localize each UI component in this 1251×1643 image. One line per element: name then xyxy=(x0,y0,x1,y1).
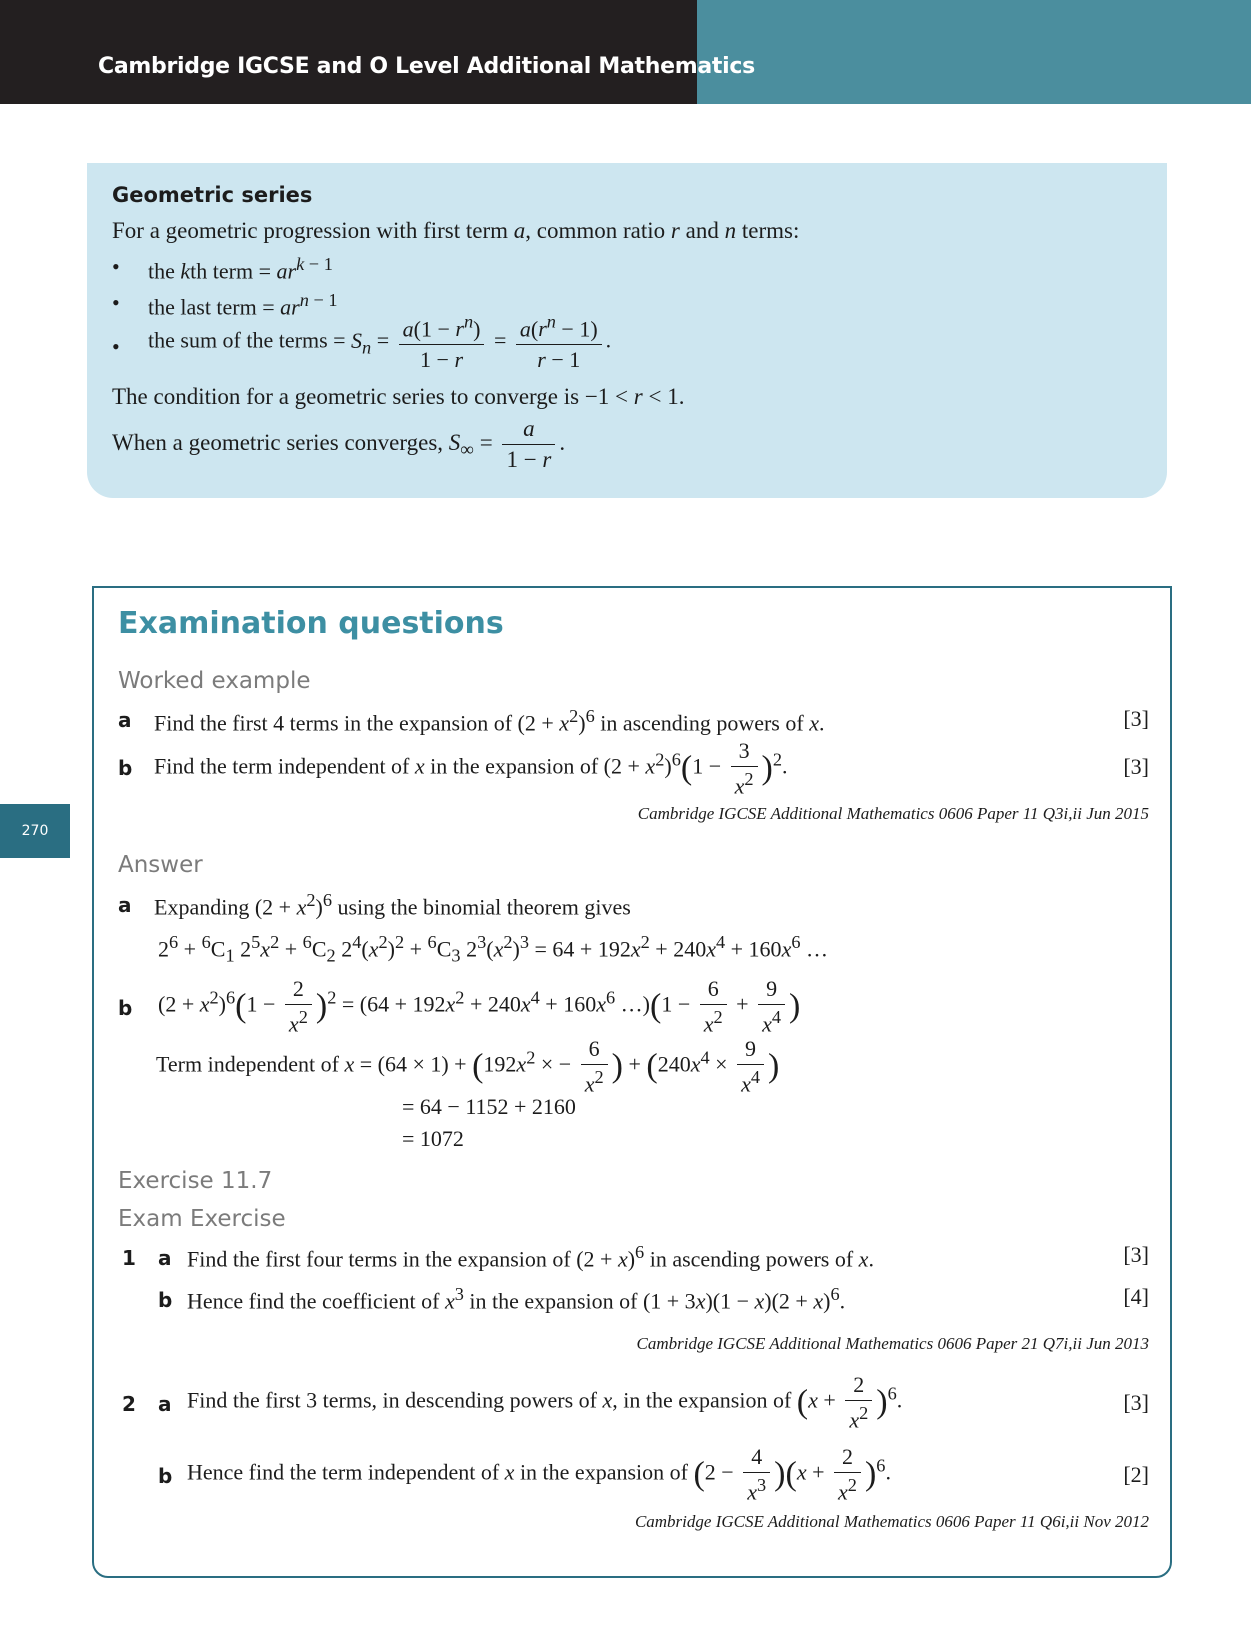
answer-heading: Answer xyxy=(118,852,203,878)
answer-b-product: $(2 + x^2)^6(1$ − $\frac{2}{x^2}$ )$^2 = (64 + 192x^2 + 240x^4 + 160x^6$ …)(1 − $\frac{6}{x^2}$ + $\frac{9}{x^4}$ ) xyxy=(158,976,801,1037)
marks: [2] xyxy=(1123,1462,1149,1487)
answer-a-expansion: $2^6 + ^6C_1$ $2^5x^2 + ^6C_2$ $2^4(x^2)^2 + ^6C_3$ $2^3(x^2)^3 = 64 + 192x^2 + 240x^4 + 160x^6$ … xyxy=(158,932,828,966)
summary-heading: Geometric series xyxy=(112,183,313,207)
part-label: b xyxy=(158,1464,173,1488)
marks: [4] xyxy=(1123,1284,1149,1309)
kth-term-formula: the kth term = $ar^{k - 1}$ xyxy=(148,254,333,284)
marks: [3] xyxy=(1123,1390,1149,1415)
q2a: Find the first 3 terms, in descending powers of x, in the expansion of (x + $\frac{2}{x^2}$ )$^6$. xyxy=(187,1372,903,1433)
summary-intro: For a geometric progression with first term a, common ratio r and n terms: xyxy=(112,218,800,243)
bullet: • xyxy=(112,290,120,315)
part-label: b xyxy=(118,756,133,780)
worked-example-b: Find the term independent of x in the expansion of $(2 + x^2)^6(1$ − $\frac{3}{x^2}$ )$^2$. xyxy=(154,738,788,799)
header-accent-bar xyxy=(697,0,1251,104)
exam-exercise-heading: Exam Exercise xyxy=(118,1206,286,1232)
answer-b-term: Term independent of $x = (64 \times 1) + (192x^2$ × − $\frac{6}{x^2}$ ) + ($240x^4$ × $\frac{9}{x^4}$ ) xyxy=(156,1036,780,1097)
exercise-heading: Exercise 11.7 xyxy=(118,1168,273,1194)
sum-to-infinity: When a geometric series converges, $S_\infty$ = $\frac{a}{1 - r}$ . xyxy=(112,416,566,472)
q1b: Hence find the coefficient of $x^3$ in the expansion of $(1 + 3x)(1 - x)(2 + x)^6$. xyxy=(187,1284,846,1314)
part-label: a xyxy=(158,1392,172,1416)
answer-b-result: = 1072 xyxy=(402,1126,464,1151)
sum-formula: the sum of the terms = $S_n$ = $\frac{a(1 - r^n)}{1 - r}$ = $\frac{a(r^n - 1)}{r - 1}$ . xyxy=(148,312,612,373)
answer-b-step: = 64 − 1152 + 2160 xyxy=(402,1094,576,1119)
marks: [3] xyxy=(1123,754,1149,779)
worked-example-heading: Worked example xyxy=(118,668,311,694)
last-term-formula: the last term = $ar^{n - 1}$ xyxy=(148,290,338,320)
page-number: 270 xyxy=(0,804,70,858)
source-citation: Cambridge IGCSE Additional Mathematics 0606 Paper 11 Q6i,ii Nov 2012 xyxy=(634,1512,1149,1531)
section-title: Examination questions xyxy=(118,606,504,641)
part-label: b xyxy=(118,996,133,1020)
bullet: • xyxy=(112,334,120,359)
part-label: a xyxy=(158,1246,172,1270)
part-label: a xyxy=(118,893,132,917)
source-citation: Cambridge IGCSE Additional Mathematics 0606 Paper 11 Q3i,ii Jun 2015 xyxy=(637,804,1149,823)
question-number: 1 xyxy=(122,1246,136,1270)
header-bar xyxy=(0,0,697,104)
q2b: Hence find the term independent of x in the expansion of (2 − $\frac{4}{x^3}$ )(x + $\frac{2}{x^2}$ )$^6$. xyxy=(187,1444,891,1505)
question-number: 2 xyxy=(122,1392,136,1416)
q1a: Find the first four terms in the expansion of $(2 + x)^6$ in ascending powers of x. xyxy=(187,1242,874,1272)
marks: [3] xyxy=(1123,706,1149,731)
bullet: • xyxy=(112,254,120,279)
source-citation: Cambridge IGCSE Additional Mathematics 0606 Paper 21 Q7i,ii Jun 2013 xyxy=(636,1334,1149,1353)
part-label: a xyxy=(118,708,132,732)
marks: [3] xyxy=(1123,1242,1149,1267)
part-label: b xyxy=(158,1288,173,1312)
book-title: Cambridge IGCSE and O Level Additional Mathematics xyxy=(98,54,755,79)
convergence-condition: The condition for a geometric series to converge is −1 < r < 1. xyxy=(112,384,685,409)
answer-a-intro: Expanding $(2 + x^2)^6$ using the binomial theorem gives xyxy=(154,890,631,920)
worked-example-a: Find the first 4 terms in the expansion of $(2 + x^2)^6$ in ascending powers of x. xyxy=(154,706,825,736)
